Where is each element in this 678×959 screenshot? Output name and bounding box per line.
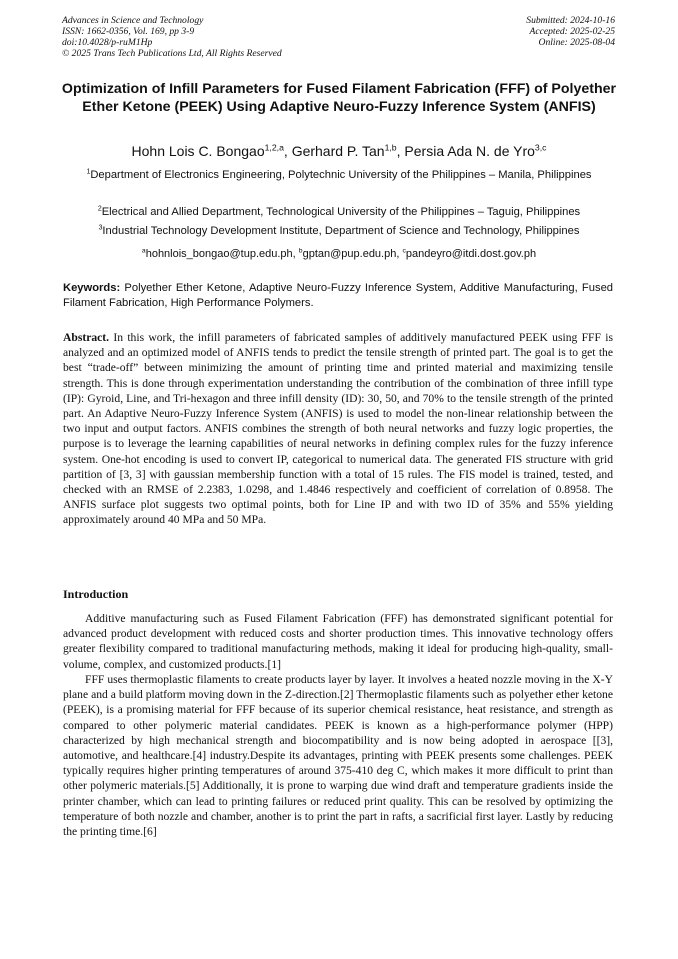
affiliation-text: Industrial Technology Development Institute, Department of Science and Technology, Philippines: [102, 225, 580, 237]
section-heading-introduction: Introduction: [63, 587, 129, 601]
affiliation-marker: 2: [97, 205, 102, 213]
affiliation-text: Electrical and Allied Department, Technological University of the Philippines – Taguig, Philippines: [101, 206, 581, 218]
keywords-label: Keywords:: [63, 282, 121, 294]
journal-doi: doi:10.4028/p-ruM1Hp: [62, 37, 153, 48]
introduction-paragraph: Additive manufacturing such as Fused Filament Fabrication (FFF) has demonstrated significant potential for advanced product development with reduced costs and shorter production times. This innovative technology offers greater flexibility compared to traditional manufacturing methods, making it ideal for producing high-quality, small-volume, complex, and customized products.[1]: [63, 612, 613, 671]
affiliation: [62, 204, 616, 220]
accepted-date: Accepted: 2025-02-25: [529, 26, 615, 37]
affiliation: [62, 167, 616, 183]
submitted-date: Submitted: 2024-10-16: [526, 15, 615, 26]
abstract-label: Abstract.: [63, 331, 110, 344]
affiliation-marker: 1: [86, 168, 91, 176]
author-list: [40, 142, 638, 160]
journal-issn: ISSN: 1662-0356, Vol. 169, pp 3-9: [62, 26, 195, 37]
author-affiliation-marker: 3,c: [534, 142, 547, 153]
email-marker: a: [141, 247, 146, 255]
email-separator: ,: [292, 248, 299, 260]
online-date: Online: 2025-08-04: [538, 37, 615, 48]
email-link[interactable]: hohnlois_bongao@tup.edu.ph: [145, 248, 293, 260]
keywords-text: Polyether Ether Ketone, Adaptive Neuro-Fuzzy Inference System, Additive Manufacturing, Fused Filament Fabrication, High Performance Polymers.: [63, 282, 614, 309]
journal-header: [62, 15, 282, 59]
author-name: Gerhard P. Tan: [291, 143, 385, 159]
introduction-paragraph: FFF uses thermoplastic filaments to create products layer by layer. It involves a heated nozzle moving in the X-Y plane and a build platform moving down in the Z-direction.[2] Thermoplastic filaments such as polyether ether ketone (PEEK), is a promising material for FFF because of its superior chemical resistance, heat resistance, and strength as compared to other polymeric material candidates. PEEK is known as a high-performance polymer (HPP) characterized by high mechanical strength and biocompatibility and is now being adopted in aerospace [[3], automotive, and healthcare.[4] industry.Despite its advantages, printing with PEEK presents some challenges. PEEK typically requires higher printing temperatures of around 375-410 deg C, which makes it more difficult to print than other polymeric materials.[5] Additionally, it is prone to warping due wind draft and temperature gradients inside the printer chamber, which can lead to printing failures or reduced print quality. This can be resolved by optimizing the temperature of both nozzle and chamber, another is to print the part in rafts, a sacrificial first layer. Lastly by reducing the printing time.[6]: [63, 673, 613, 839]
author-separator: ,: [396, 143, 405, 159]
journal-name: Advances in Science and Technology: [62, 15, 204, 26]
abstract-text: In this work, the infill parameters of fabricated samples of additively manufactured PEEK using FFF is analyzed and an optimized model of ANFIS tends to predict the tensile strength of printed part. The goal is to get the best “trade-off” between minimizing the amount of printing time and printed material and maximizing tensile strength. This is done through experimentation understanding the contribution of the combination of three infill type (IP): Gyroid, Line, and Tri-hexagon and three infill density (ID): 30, 50, and 70% to the tensile strength of the printed part. An Adaptive Neuro-Fuzzy Inference System (ANFIS) is used to model the non-linear relationship between the two input and output factors. ANFIS combines the strength of both neural networks and fuzzy logic properties, the purpose is to leverage the learning capabilities of neural networks in defining complex rules for the fuzzy inference system. One-hot encoding is used to convert IP, categorical to numerical data. The generated FIS structure with grid partition of [3, 3] with gaussian membership function with a total of 15 rules. The FIS model is trained, tested, and checked with an RMSE of 2.2383, 1.0298, and 1.4846 respectively and coefficient of correlation of 0.8958. The ANFIS surface plot suggests two optimal points, both for Line IP and with two ID of 35% and 55% yielding approximately around 40 MPa and 50 MPa.: [63, 331, 613, 527]
email-link[interactable]: gptan@pup.edu.ph: [302, 248, 397, 260]
author-affiliation-marker: 1,2,a: [264, 142, 284, 153]
affiliation: [62, 223, 616, 239]
email-link[interactable]: pandeyro@itdi.dost.gov.ph: [405, 248, 537, 260]
keywords-section: [63, 281, 613, 311]
paper-title: Optimization of Infill Parameters for Fused Filament Fabrication (FFF) of Polyether Ether Ketone (PEEK) Using Adaptive Neuro-Fuzzy Inference System (ANFIS): [61, 81, 617, 115]
email-marker: b: [298, 247, 303, 255]
journal-copyright: © 2025 Trans Tech Publications Ltd, All Rights Reserved: [62, 48, 282, 59]
dates-header: [526, 15, 615, 48]
author-name: Persia Ada N. de Yro: [404, 143, 535, 159]
author-name: Hohn Lois C. Bongao: [131, 143, 265, 159]
author-emails: [62, 247, 616, 261]
author-separator: ,: [283, 143, 292, 159]
affiliation-marker: 3: [98, 224, 103, 232]
affiliation-text: Department of Electronics Engineering, Polytechnic University of the Philippines – Manila, Philippines: [90, 169, 592, 181]
abstract-section: [63, 330, 613, 528]
author-affiliation-marker: 1,b: [384, 142, 397, 153]
email-separator: ,: [396, 248, 403, 260]
email-marker: c: [402, 247, 406, 255]
